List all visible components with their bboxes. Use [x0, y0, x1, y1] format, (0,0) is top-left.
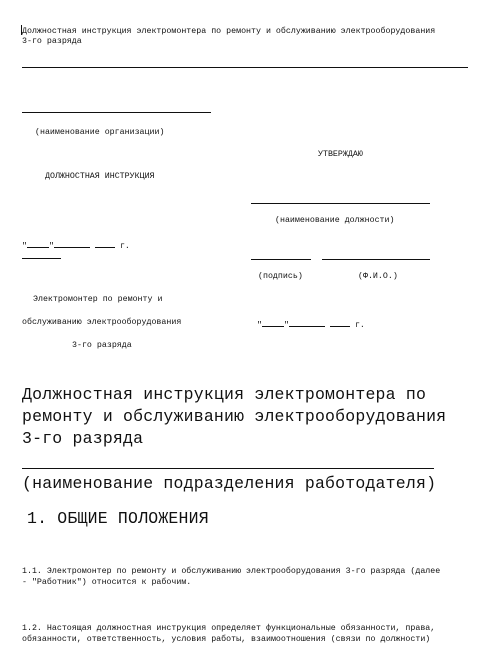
date-day-blank[interactable] [262, 318, 284, 327]
header-line-2: 3-го разряда [22, 37, 82, 46]
date-year-suffix: г. [119, 242, 130, 251]
paragraph-1-2-line-2: обязанности, ответственность, условия работы, взаимоотношения (связи по должности) [22, 635, 431, 644]
date-day-blank[interactable] [27, 239, 49, 248]
paragraph-1-1-line-2: - "Работник") относится к рабочим. [22, 578, 192, 587]
date-year-suffix: г. [354, 321, 365, 330]
position-title-line-3: 3-го разряда [72, 341, 132, 350]
date-quote-close: " [48, 242, 54, 251]
header-line-1: Должностная инструкция электромонтера по ремонту и обслуживанию электрооборудования [22, 27, 436, 36]
organization-caption: (наименование организации) [35, 128, 165, 137]
position-title-line-2: обслуживанию электрооборудования [22, 318, 182, 327]
approval-label: УТВЕРЖДАЮ [318, 150, 363, 159]
main-title-line-2: ремонту и обслуживанию электрооборудования [22, 407, 447, 426]
signature-caption: (подпись) [258, 272, 303, 281]
paragraph-1-2-line-1: 1.2. Настоящая должностная инструкция определяет функциональные обязанности, права, [22, 624, 436, 633]
position-caption: (наименование должности) [275, 216, 395, 225]
date-month-blank[interactable] [54, 239, 90, 248]
date-quote-open: " [257, 321, 262, 330]
subdivision-line [22, 468, 434, 469]
date-month-blank[interactable] [289, 318, 325, 327]
paragraph-1-1-line-1: 1.1. Электромонтер по ремонту и обслуживанию электрооборудования 3-го разряда (далее [22, 567, 441, 576]
approval-date-field [257, 318, 365, 331]
subdivision-caption: (наименование подразделения работодателя) [22, 474, 437, 493]
date-year-blank[interactable] [95, 239, 115, 248]
section-heading: 1. ОБЩИЕ ПОЛОЖЕНИЯ [27, 509, 209, 528]
fio-line [322, 259, 430, 260]
organization-name-line [22, 112, 211, 113]
position-line [251, 203, 430, 204]
date-quote-open: " [22, 242, 27, 251]
signature-line [251, 259, 311, 260]
main-title-line-1: Должностная инструкция электромонтера по [22, 385, 427, 404]
org-date-field [22, 239, 130, 252]
date-year-blank[interactable] [330, 318, 350, 327]
date-quote-close: " [283, 321, 289, 330]
position-title-line-1: Электромонтер по ремонту и [33, 295, 163, 304]
document-type-label: ДОЛЖНОСТНАЯ ИНСТРУКЦИЯ [45, 172, 155, 181]
fio-caption: (Ф.И.О.) [358, 272, 398, 281]
main-title-line-3: 3-го разряда [22, 429, 144, 448]
header-rule [22, 67, 468, 68]
org-number-line [22, 258, 61, 259]
